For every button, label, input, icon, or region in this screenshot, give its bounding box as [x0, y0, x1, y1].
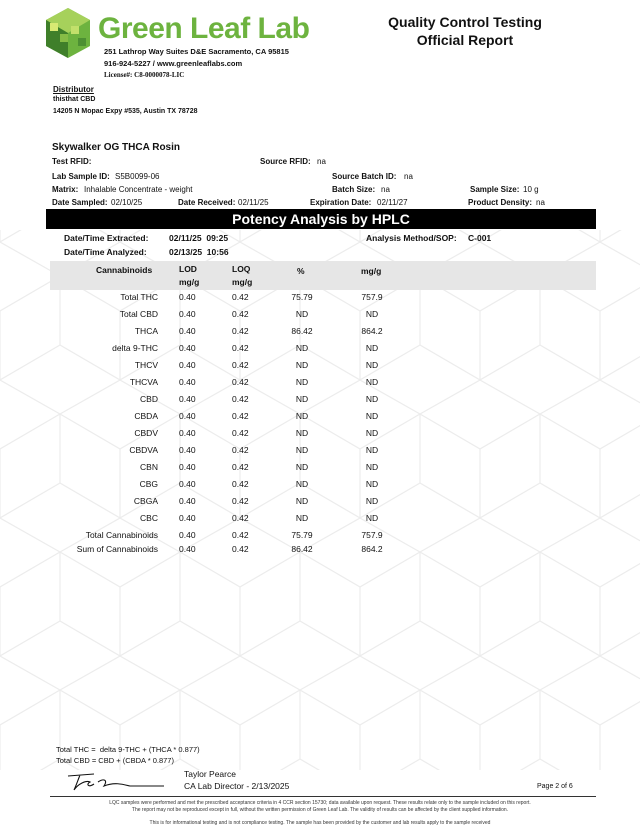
cell-lod: 0.40	[179, 462, 196, 472]
matrix-label: Matrix:	[52, 185, 79, 194]
col-lod: LOD	[179, 264, 197, 274]
cell-loq: 0.42	[232, 343, 249, 353]
col-percent: %	[297, 266, 305, 276]
table-row	[50, 394, 450, 411]
signer-title: CA Lab Director - 2/13/2025	[184, 781, 290, 791]
analyzed-value: 02/13/25 10:56	[169, 247, 229, 257]
table-row	[50, 360, 450, 377]
source-batch-id: na	[404, 172, 413, 181]
cell-loq: 0.42	[232, 544, 249, 554]
date-received-label: Date Received:	[178, 198, 236, 207]
cell-mg: ND	[365, 309, 379, 319]
cell-mg: ND	[365, 411, 379, 421]
lab-logo-icon	[44, 8, 92, 58]
cell-loq: 0.42	[232, 377, 249, 387]
cell-name: CBD	[140, 394, 158, 404]
cell-loq: 0.42	[232, 445, 249, 455]
cell-name: CBDVA	[129, 445, 158, 455]
table-row	[50, 377, 450, 394]
footer-divider	[50, 796, 596, 797]
cell-mg: ND	[365, 377, 379, 387]
date-sampled: 02/10/25	[111, 198, 143, 207]
cell-lod: 0.40	[179, 530, 196, 540]
cell-percent: ND	[295, 411, 309, 421]
col-loq: LOQ	[232, 264, 251, 274]
cell-name: CBC	[140, 513, 158, 523]
product-name: Skywalker OG THCA Rosin	[52, 142, 180, 153]
table-row	[50, 326, 450, 343]
cell-percent: 75.79	[291, 530, 313, 540]
lab-contact: 916-924-5227 / www.greenleaflabs.com	[104, 59, 243, 68]
cell-mg: ND	[365, 479, 379, 489]
cell-percent: ND	[295, 343, 309, 353]
lab-address: 251 Lathrop Way Suites D&E Sacramento, CA 95815	[104, 47, 289, 56]
density-label: Product Density:	[468, 198, 533, 207]
cell-loq: 0.42	[232, 360, 249, 370]
section-title-bar: Potency Analysis by HPLC	[46, 209, 596, 229]
cell-percent: 86.42	[291, 326, 313, 336]
cell-lod: 0.40	[179, 544, 196, 554]
cell-lod: 0.40	[179, 513, 196, 523]
cell-name: Total Cannabinoids	[85, 530, 158, 540]
table-row	[50, 479, 450, 496]
signature-image	[64, 770, 174, 794]
cell-lod: 0.40	[179, 360, 196, 370]
source-batch-id-label: Source Batch ID:	[332, 172, 397, 181]
table-row	[50, 496, 450, 513]
matrix: Inhalable Concentrate - weight	[84, 185, 193, 194]
cell-mg: 864.2	[361, 544, 383, 554]
cell-percent: ND	[295, 479, 309, 489]
cell-percent: ND	[295, 428, 309, 438]
table-row	[50, 309, 450, 326]
report-subtitle: Official Report	[416, 32, 514, 48]
cell-mg: 757.9	[361, 292, 383, 302]
source-rfid-label: Source RFID:	[260, 157, 311, 166]
date-sampled-label: Date Sampled:	[52, 198, 108, 207]
cell-lod: 0.40	[179, 479, 196, 489]
formula-total-thc: Total THC = delta 9-THC + (THCA * 0.877)	[56, 745, 200, 754]
cell-percent: ND	[295, 394, 309, 404]
cell-lod: 0.40	[179, 309, 196, 319]
cell-mg: ND	[365, 513, 379, 523]
expiration: 02/11/27	[377, 198, 408, 207]
sample-size: 10 g	[523, 185, 539, 194]
cell-percent: ND	[295, 377, 309, 387]
density: na	[536, 198, 545, 207]
distributor-address: 14205 N Mopac Expy #535, Austin TX 78728	[53, 108, 198, 115]
cell-name: Sum of Cannabinoids	[76, 544, 158, 554]
extracted-label: Date/Time Extracted:	[64, 233, 149, 243]
cell-loq: 0.42	[232, 479, 249, 489]
cell-loq: 0.42	[232, 326, 249, 336]
lab-license: License#: C8-0000078-LIC	[104, 71, 185, 79]
signer-name: Taylor Pearce	[184, 769, 236, 779]
analyzed-label: Date/Time Analyzed:	[64, 247, 147, 257]
cell-mg: ND	[365, 343, 379, 353]
cell-loq: 0.42	[232, 394, 249, 404]
method-label: Analysis Method/SOP:	[366, 233, 457, 243]
table-row	[50, 292, 450, 309]
results-table-header	[50, 261, 596, 290]
table-row	[50, 445, 450, 462]
cell-mg: ND	[365, 445, 379, 455]
cell-lod: 0.40	[179, 343, 196, 353]
cell-name: THCVA	[129, 377, 158, 387]
cell-name: CBGA	[133, 496, 158, 506]
cell-loq: 0.42	[232, 513, 249, 523]
cell-mg: ND	[365, 428, 379, 438]
cell-loq: 0.42	[232, 530, 249, 540]
cell-percent: ND	[295, 309, 309, 319]
cell-lod: 0.40	[179, 496, 196, 506]
cell-percent: 75.79	[291, 292, 313, 302]
disclaimer-line-3: This is for informational testing and is not compliance testing. The sample has been provided by the customer and lab results apply to the sample received	[149, 820, 491, 826]
distributor-label: Distributor	[53, 85, 94, 94]
cell-loq: 0.42	[232, 496, 249, 506]
test-rfid-label: Test RFID:	[52, 157, 92, 166]
cell-lod: 0.40	[179, 394, 196, 404]
col-loq-unit: mg/g	[232, 277, 253, 287]
table-row	[50, 343, 450, 360]
lab-sample-id: S5B0099-06	[115, 172, 160, 181]
disclaimer-line-1: LQC samples were performed and met the prescribed acceptance criteria in 4 CCR section 15730; data available upon request. These results relate only to the sample included on this report.	[109, 800, 531, 806]
cell-loq: 0.42	[232, 462, 249, 472]
date-received: 02/11/25	[238, 198, 269, 207]
distributor-name: thisthat CBD	[53, 96, 96, 103]
table-row	[50, 462, 450, 479]
col-cannabinoids: Cannabinoids	[96, 265, 153, 275]
expiration-label: Expiration Date:	[310, 198, 372, 207]
disclaimer-line-2: The report may not be reproduced except in full, without the written permission of Green Leaf Lab. The validity of results can be affected by the client supplied information.	[131, 807, 509, 813]
cell-loq: 0.42	[232, 428, 249, 438]
cell-mg: 864.2	[361, 326, 383, 336]
cell-mg: ND	[365, 496, 379, 506]
cell-percent: ND	[295, 360, 309, 370]
extracted-value: 02/11/25 09:25	[169, 233, 229, 243]
cell-loq: 0.42	[232, 411, 249, 421]
cell-name: Total THC	[120, 292, 158, 302]
cell-lod: 0.40	[179, 445, 196, 455]
cell-percent: ND	[295, 496, 309, 506]
cell-lod: 0.40	[179, 428, 196, 438]
cell-loq: 0.42	[232, 292, 249, 302]
cell-name: THCV	[134, 360, 158, 370]
cell-percent: ND	[295, 513, 309, 523]
cell-mg: 757.9	[361, 530, 383, 540]
col-mg-per-g: mg/g	[361, 266, 382, 276]
report-title: Quality Control Testing	[388, 14, 542, 30]
cell-mg: ND	[365, 360, 379, 370]
table-row	[50, 411, 450, 428]
col-lod-unit: mg/g	[179, 277, 200, 287]
cell-percent: ND	[295, 445, 309, 455]
cell-name: CBG	[139, 479, 158, 489]
cell-name: CBN	[140, 462, 158, 472]
table-row	[50, 428, 450, 445]
cell-lod: 0.40	[179, 377, 196, 387]
cell-name: Total CBD	[119, 309, 158, 319]
batch-size-label: Batch Size:	[332, 185, 376, 194]
cell-name: CBDA	[134, 411, 158, 421]
cell-name: delta 9-THC	[112, 343, 158, 353]
cell-percent: 86.42	[291, 544, 313, 554]
lab-sample-id-label: Lab Sample ID:	[52, 172, 110, 181]
cell-lod: 0.40	[179, 411, 196, 421]
sample-size-label: Sample Size:	[470, 185, 520, 194]
cell-name: THCA	[134, 326, 158, 336]
formula-total-cbd: Total CBD = CBD + (CBDA * 0.877)	[56, 756, 174, 765]
cell-percent: ND	[295, 462, 309, 472]
page-number: Page 2 of 6	[537, 783, 573, 790]
source-rfid: na	[317, 157, 326, 166]
batch-size: na	[381, 185, 390, 194]
cell-lod: 0.40	[179, 292, 196, 302]
cell-mg: ND	[365, 462, 379, 472]
cell-name: CBDV	[134, 428, 158, 438]
cell-loq: 0.42	[232, 309, 249, 319]
cell-lod: 0.40	[179, 326, 196, 336]
lab-name: Green Leaf Lab	[98, 12, 310, 45]
table-row	[50, 544, 450, 561]
method-value: C-001	[468, 233, 492, 243]
table-row	[50, 513, 450, 530]
cell-mg: ND	[365, 394, 379, 404]
